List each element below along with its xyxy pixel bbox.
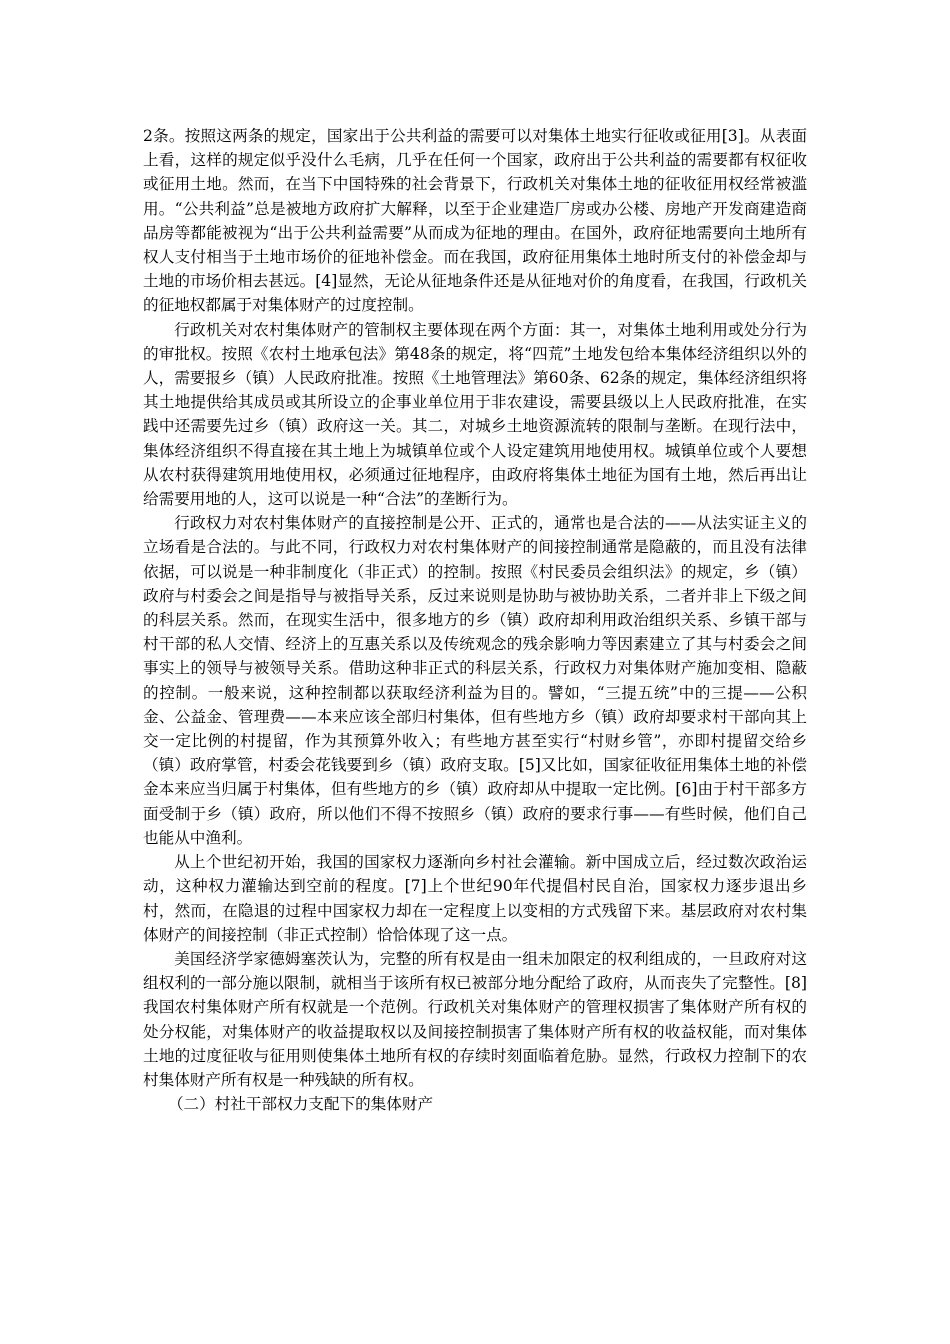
paragraph-continued: 2条。按照这两条的规定，国家出于公共利益的需要可以对集体土地实行征收或征用[3]。从表面上看，这样的规定似乎没什么毛病，几乎在任何一个国家，政府出于公共利益的需要都有权征收或征用土地。然而，在当下中国特殊的社会背景下，行政机关对集体土地的征收征用权经常被滥用。“公共利益”总是被地方政府扩大解释，以至于企业建造厂房或办公楼、房地产开发商建造商品房等都能被视为“出于公共利益需要”从而成为征地的理由。在国外，政府征地需要向土地所有权人支付相当于土地市场价的征地补偿金。而在我国，政府征用集体土地时所支付的补偿金却与土地的市场价相去甚远。[4]显然，无论从征地条件还是从征地对价的角度看，在我国，行政机关的征地权都属于对集体财产的过度控制。 [143, 127, 807, 315]
paragraph: 从上个世纪初开始，我国的国家权力逐渐向乡村社会灌输。新中国成立后，经过数次政治运动，这种权力灌输达到空前的程度。[7]上个世纪90年代提倡村民自治，国家权力逐步退出乡村，然而，在隐退的过程中国家权力却在一定程度上以变相的方式残留下来。基层政府对农村集体财产的间接控制（非正式控制）恰恰体现了这一点。 [143, 853, 807, 944]
document-page [143, 124, 807, 1116]
paragraph: 行政权力对农村集体财产的直接控制是公开、正式的，通常也是合法的——从法实证主义的立场看是合法的。与此不同，行政权力对农村集体财产的间接控制通常是隐蔽的，而且没有法律依据，可以说是一种非制度化（非正式）的控制。按照《村民委员会组织法》的规定，乡（镇）政府与村委会之间是指导与被指导关系，反过来说则是协助与被协助关系，二者并非上下级之间的科层关系。然而，在现实生活中，很多地方的乡（镇）政府却利用政治组织关系、乡镇干部与村干部的私人交情、经济上的互惠关系以及传统观念的残余影响力等因素建立了其与村委会之间事实上的领导与被领导关系。借助这种非正式的科层关系，行政权力对集体财产施加变相、隐蔽的控制。一般来说，这种控制都以获取经济利益为目的。譬如，“三提五统”中的三提——公积金、公益金、管理费——本来应该全部归村集体，但有些地方乡（镇）政府却要求村干部向其上交一定比例的村提留，作为其预算外收入；有些地方甚至实行“村财乡管”，亦即村提留交给乡（镇）政府掌管，村委会花钱要到乡（镇）政府支取。[5]又比如，国家征收征用集体土地的补偿金本来应当归属于村集体，但有些地方的乡（镇）政府却从中提取一定比例。[6]由于村干部多方面受制于乡（镇）政府，所以他们不得不按照乡（镇）政府的要求行事——有些时候，他们自己也能从中渔利。 [143, 514, 807, 847]
paragraph: 行政机关对农村集体财产的管制权主要体现在两个方面：其一，对集体土地利用或处分行为的审批权。按照《农村土地承包法》第48条的规定，将“四荒”土地发包给本集体经济组织以外的人，需要报乡（镇）人民政府批准。按照《土地管理法》第60条、62条的规定，集体经济组织将其土地提供给其成员或其所设立的企事业单位用于非农建设，需要县级以上人民政府批准，在实践中还需要先过乡（镇）政府这一关。其二，对城乡土地资源流转的限制与垄断。在现行法中，集体经济组织不得直接在其土地上为城镇单位或个人设定建筑用地使用权。城镇单位或个人要想从农村获得建筑用地使用权，必须通过征地程序，由政府将集体土地征为国有土地，然后再出让给需要用地的人，这可以说是一种“合法”的垄断行为。 [143, 320, 807, 509]
paragraph: 美国经济学家德姆塞茨认为，完整的所有权是由一组未加限定的权利组成的，一旦政府对这组权利的一部分施以限制，就相当于该所有权已被部分地分配给了政府，从而丧失了完整性。[8]我国农村集体财产所有权就是一个范例。行政机关对集体财产的管理权损害了集体财产所有权的处分权能，对集体财产的收益提取权以及间接控制损害了集体财产所有权的收益权能，而对集体土地的过度征收与征用则使集体土地所有权的存续时刻面临着危胁。显然，行政权力控制下的农村集体财产所有权是一种残缺的所有权。 [143, 949, 807, 1089]
section-heading: （二）村社干部权力支配下的集体财产 [167, 1095, 434, 1114]
